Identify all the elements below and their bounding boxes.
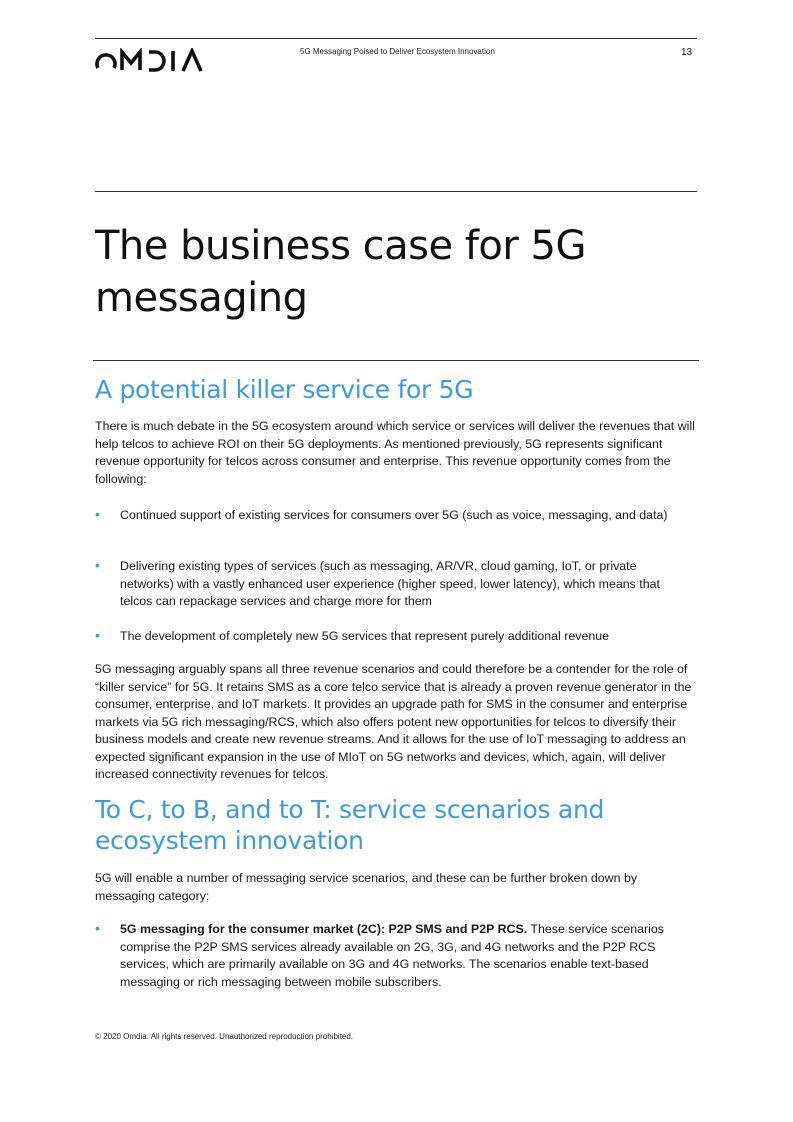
- section2-intro-paragraph: 5G will enable a number of messaging service scenarios, and these can be further broken down by messaging category:: [95, 871, 638, 903]
- list-item-body: These service scenarios comprise the P2P SMS services already available on 2G, 3G, and 4G networks and the P2P RCS services, which are primarily available on 3G and 4G networks. The scenarios enable text-based messaging or rich messaging between mobile subscribers.: [120, 922, 665, 989]
- list-item-text: Continued support of existing services for consumers over 5G (such as voice, messaging, and data): [120, 508, 668, 522]
- chapter-bottom-rule: [93, 360, 699, 361]
- header-rule: [95, 38, 697, 39]
- list-item-text: Delivering existing types of services (such as messaging, AR/VR, cloud gaming, IoT, or private networks) with a vastly enhanced user experience (higher speed, lower latency), which means that telcos can repackage services and charge more for them: [120, 559, 660, 608]
- list-item-text: [120, 921, 690, 991]
- copyright-footer: © 2020 Omdia. All rights reserved. Unauthorized reproduction prohibited.: [95, 1032, 354, 1041]
- section1-intro-paragraph: There is much debate in the 5G ecosystem around which service or services will deliver the revenues that will help telcos to achieve ROI on their 5G deployments. As mentioned previously, 5G represents significant revenue opportunity for telcos across consumer and enterprise. This revenue opportunity comes from the following:: [95, 419, 695, 486]
- omdia-logo: [95, 48, 205, 72]
- chapter-title: The business case for 5G messaging: [95, 223, 586, 321]
- bullet-icon: •: [95, 920, 100, 936]
- bullet-icon: •: [95, 627, 100, 643]
- section1-conclusion-paragraph: 5G messaging arguably spans all three revenue scenarios and could therefore be a contender for the role of “killer service” for 5G. It retains SMS as a core telco service that is already a proven revenue generator in the consumer, enterprise, and IoT markets. It provides an upgrade path for SMS in the consumer and enterprise markets via 5G rich messaging/RCS, which also offers potent new opportunities for telcos to diversify their business models and create new revenue streams. And it allows for the use of IoT messaging to address an expected significant expansion in the use of MIoT on 5G networks and devices, which, again, will deliver increased connectivity revenues for telcos.: [95, 662, 692, 781]
- list-item-text: The development of completely new 5G services that represent purely additional revenue: [120, 629, 610, 643]
- page-number: 13: [681, 47, 693, 58]
- section-heading-service-scenarios: To C, to B, and to T: service scenarios and ecosystem innovation: [95, 795, 605, 855]
- bullet-icon: •: [95, 506, 100, 522]
- bullet-icon: •: [95, 557, 100, 573]
- chapter-top-rule: [95, 191, 697, 192]
- section-heading-killer-service: A potential killer service for 5G: [95, 375, 474, 404]
- list-item-bold-lead: 5G messaging for the consumer market (2C): P2P SMS and P2P RCS.: [120, 922, 528, 936]
- running-header-title: 5G Messaging Poised to Deliver Ecosystem Innovation: [300, 47, 495, 56]
